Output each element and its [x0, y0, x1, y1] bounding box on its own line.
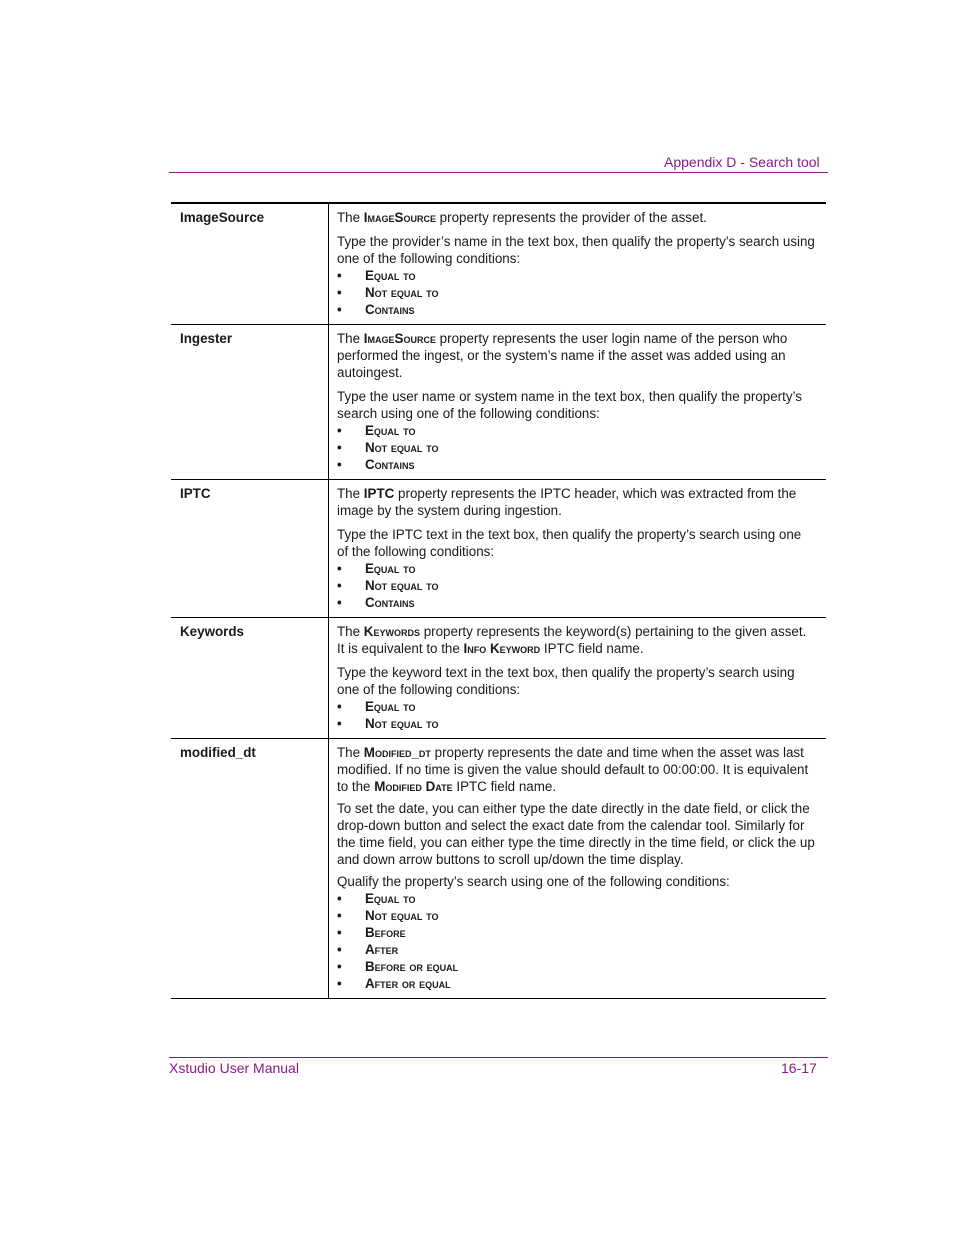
property-description	[329, 618, 827, 739]
instruction-paragraph: Type the keyword text in the text box, then qualify the property’s search using one of the following conditions:	[337, 665, 795, 697]
property-table	[171, 202, 826, 999]
condition-list	[337, 890, 816, 992]
instruction-paragraph: Type the user name or system name in the text box, then qualify the property’s search using one of the following conditions:	[337, 389, 802, 421]
description-paragraph: The IPTC property represents the IPTC header, which was extracted from the image by the system during ingestion.	[337, 486, 797, 518]
description-paragraph: The ImageSource property represents the user login name of the person who performed the ingest, or the system’s name if the asset was added using an autoingest.	[337, 331, 788, 380]
property-name: Keywords	[171, 618, 329, 739]
list-item: • Equal to	[337, 890, 816, 907]
property-ref: Keywords	[363, 624, 420, 639]
instruction-paragraph: Type the IPTC text in the text box, then qualify the property’s search using one of the following conditions:	[337, 527, 802, 559]
field-ref: Modified Date	[374, 779, 453, 794]
list-item: • Not equal to	[337, 715, 816, 732]
property-description	[329, 739, 827, 999]
condition-list	[337, 267, 816, 318]
property-ref: ImageSource	[363, 331, 436, 346]
footer-title: Xstudio User Manual	[169, 1060, 299, 1076]
property-ref: IPTC	[363, 486, 395, 501]
page-number: 16-17	[781, 1060, 817, 1076]
list-item: • After	[337, 941, 816, 958]
running-header: Appendix D - Search tool	[664, 154, 820, 170]
footer-rule	[169, 1057, 828, 1058]
description-paragraph: The ImageSource property represents the provider of the asset.	[337, 210, 707, 225]
table-row	[171, 739, 826, 999]
list-item: • Contains	[337, 594, 816, 611]
header-rule	[169, 172, 828, 173]
list-item: • Not equal to	[337, 577, 816, 594]
description-paragraph: The Keywords property represents the keyword(s) pertaining to the given asset. It is equivalent to the Info Keyword IPTC field name.	[337, 624, 807, 656]
list-item: • Equal to	[337, 560, 816, 577]
table-row	[171, 480, 826, 618]
property-name: ImageSource	[171, 203, 329, 325]
list-item: • Before	[337, 924, 816, 941]
instruction-paragraph: Type the provider’s name in the text box, then qualify the property’s search using one of the following conditions:	[337, 234, 815, 266]
property-description	[329, 203, 827, 325]
list-item: • Not equal to	[337, 284, 816, 301]
list-item: • Equal to	[337, 267, 816, 284]
list-item: • After or equal	[337, 975, 816, 992]
list-item: • Equal to	[337, 422, 816, 439]
list-item: • Contains	[337, 301, 816, 318]
list-item: • Contains	[337, 456, 816, 473]
condition-list	[337, 560, 816, 611]
property-name: Ingester	[171, 325, 329, 480]
property-name: IPTC	[171, 480, 329, 618]
field-ref: Info Keyword	[463, 641, 541, 656]
table-row	[171, 325, 826, 480]
property-description	[329, 325, 827, 480]
table-row	[171, 203, 826, 325]
list-item: • Before or equal	[337, 958, 816, 975]
table-row	[171, 618, 826, 739]
property-ref: Modified_dt	[363, 745, 431, 760]
condition-list	[337, 698, 816, 732]
list-item: • Not equal to	[337, 907, 816, 924]
instruction-paragraph: Qualify the property’s search using one of the following conditions:	[337, 874, 730, 889]
list-item: • Not equal to	[337, 439, 816, 456]
property-ref: ImageSource	[363, 210, 436, 225]
condition-list	[337, 422, 816, 473]
property-name: modified_dt	[171, 739, 329, 999]
description-paragraph: The Modified_dt property represents the date and time when the asset was last modified. If no time is given the value should default to 00:00:00. It is equivalent to the Modified Date IPTC field name.	[337, 745, 809, 794]
list-item: • Equal to	[337, 698, 816, 715]
property-description	[329, 480, 827, 618]
instruction-paragraph: To set the date, you can either type the date directly in the date field, or click the drop-down button and select the exact date from the calendar tool. Similarly for the time field, you can either type the time directly in the time field, or click the up and down arrow buttons to scroll up/down the time display.	[337, 801, 815, 867]
